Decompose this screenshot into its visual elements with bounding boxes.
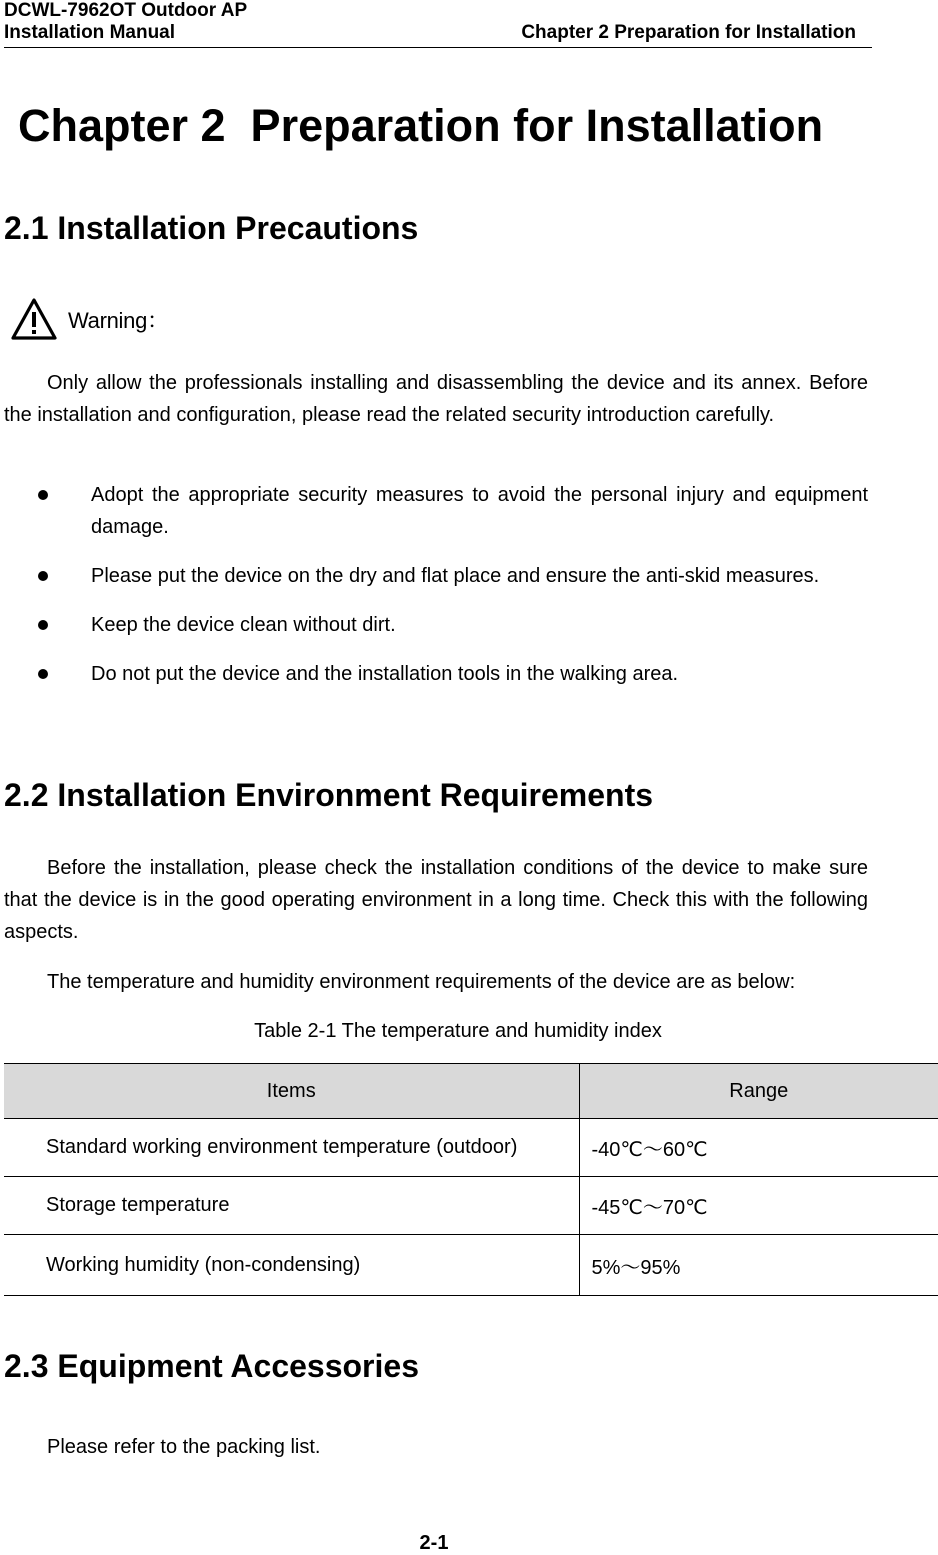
list-item: [0, 479, 868, 543]
bullet-dot-icon: [38, 571, 48, 581]
table-header-range: Range: [579, 1064, 938, 1119]
list-item-text: Keep the device clean without dirt.: [91, 614, 396, 636]
list-item: [0, 609, 868, 641]
list-item-text: Please put the device on the dry and flat place and ensure the anti-skid measures.: [91, 565, 820, 587]
precautions-intro-paragraph: Only allow the professionals installing and disassembling the device and its annex. Before the installation and configuration, please read the related security introduction carefully.: [4, 372, 868, 426]
page-number: 2-1: [419, 1532, 449, 1554]
table-header-row: [4, 1064, 938, 1119]
table-cell-range: -45℃～70℃: [579, 1177, 938, 1235]
table-header-items: Items: [4, 1064, 579, 1119]
table-cell-item: Working humidity (non-condensing): [4, 1235, 579, 1296]
accessories-paragraph: Please refer to the packing list.: [47, 1436, 321, 1458]
table-cell-item: Storage temperature: [4, 1177, 579, 1235]
list-item: [0, 560, 868, 592]
list-item-text: Do not put the device and the installation tools in the walking area.: [91, 663, 679, 685]
temperature-humidity-table: [4, 1063, 938, 1296]
bullet-dot-icon: [38, 620, 48, 630]
table-row: [4, 1177, 938, 1235]
warning-triangle-icon: [10, 297, 58, 341]
section-heading-2-1: 2.1 Installation Precautions: [4, 210, 419, 246]
page-header: [4, 0, 872, 48]
warning-notice: [10, 296, 169, 342]
table-cell-range: -40℃～60℃: [579, 1119, 938, 1177]
table-cell-range: 5%～95%: [579, 1235, 938, 1296]
list-item: [0, 658, 868, 690]
header-document-title: [4, 0, 247, 44]
chapter-title: Chapter 2 Preparation for Installation: [18, 100, 824, 151]
table-cell-item: Standard working environment temperature (outdoor): [4, 1119, 579, 1177]
table-row: [4, 1235, 938, 1296]
header-chapter-name: Chapter 2 Preparation for Installation: [521, 22, 856, 43]
table-caption: Table 2-1 The temperature and humidity index: [254, 1020, 662, 1042]
precautions-bullet-list: [0, 479, 868, 707]
environment-intro-paragraph: Before the installation, please check the installation conditions of the device to make sure that the device is in the good operating environment in a long time. Check this with the following aspects.: [4, 857, 868, 943]
bullet-dot-icon: [38, 490, 48, 500]
section-heading-2-2: 2.2 Installation Environment Requirements: [4, 777, 654, 813]
header-product-name: DCWL-7962OT Outdoor AP: [4, 0, 248, 21]
warning-label: Warning：: [68, 307, 169, 333]
list-item-text: Adopt the appropriate security measures to avoid the personal injury and equipment damage.: [91, 484, 868, 538]
table-row: [4, 1119, 938, 1177]
bullet-dot-icon: [38, 669, 48, 679]
header-manual-name: Installation Manual: [4, 22, 176, 43]
section-heading-2-3: 2.3 Equipment Accessories: [4, 1348, 419, 1384]
environment-table-intro: The temperature and humidity environment requirements of the device are as below:: [47, 971, 796, 993]
